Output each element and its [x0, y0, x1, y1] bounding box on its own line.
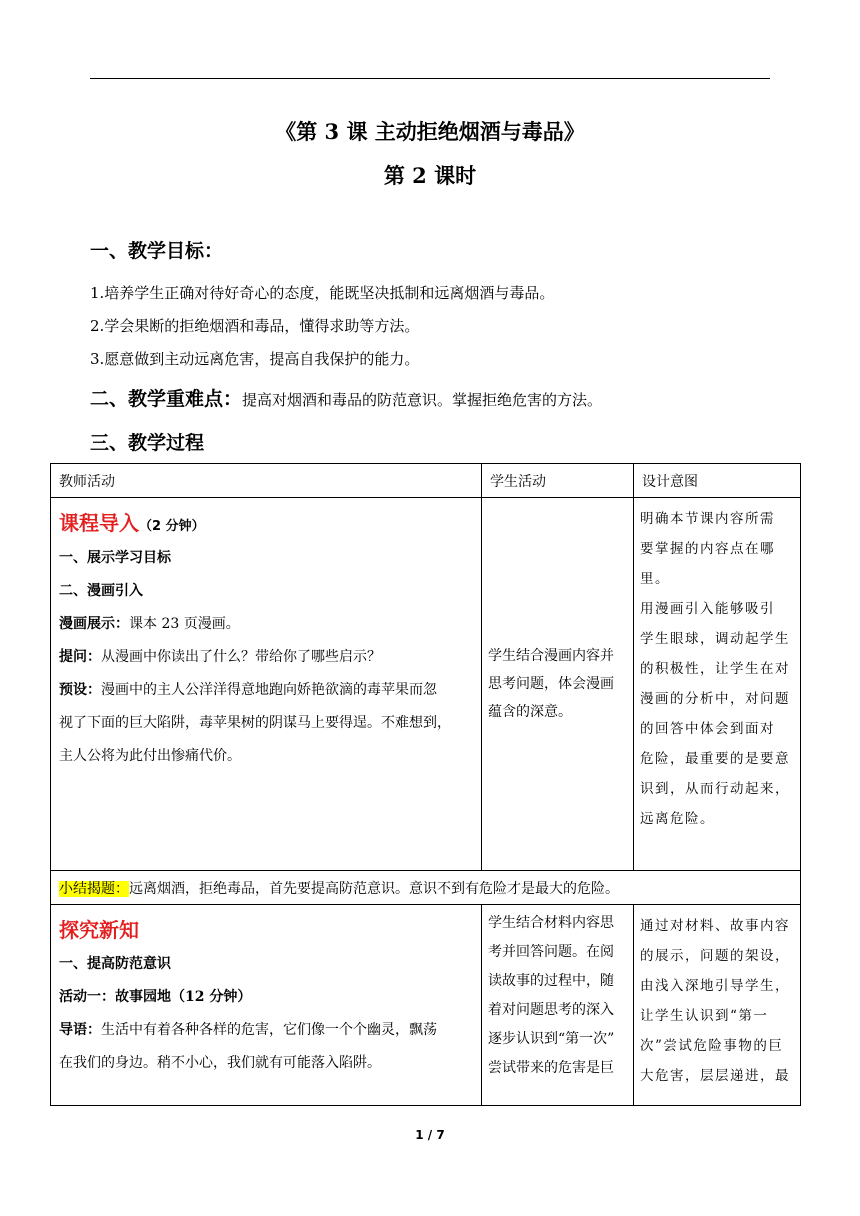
explore-title: 探究新知 [59, 918, 139, 942]
intro-title: 课程导入 [59, 511, 139, 535]
show-label: 漫画展示： [59, 616, 129, 632]
header-design: 设计意图 [634, 464, 801, 498]
process-table [50, 463, 801, 1106]
goal-2: 2.学会果断的拒绝烟酒和毒品，懂得求助等方法。 [90, 317, 420, 335]
header-student: 学生活动 [482, 464, 634, 498]
explore-item-1: 一、提高防范意识 [59, 956, 171, 972]
ask-label: 提问： [59, 649, 101, 665]
summary-text: 远离烟酒，拒绝毒品，首先要提高防范意识。意识不到有危险才是最大的危险。 [129, 880, 619, 897]
document-subtitle: 第 2 课时 [383, 163, 477, 188]
process-heading: 三、教学过程 [90, 432, 205, 454]
intro-item-2: 二、漫画引入 [59, 583, 143, 599]
ask-text: 从漫画中你读出了什么？带给你了哪些启示？ [101, 649, 381, 665]
goal-1: 1.培养学生正确对待好奇心的态度，能既坚决抵制和远离烟酒与毒品。 [90, 284, 555, 302]
document-title: 《第 3 课 主动拒绝烟酒与毒品》 [275, 119, 585, 144]
design-intent-2: 通过对材料、故事内容 的展示，问题的架设， 由浅入深地引导学生， 让学生认识到“第一 次”尝试危险事物的巨 大危害，层层递进，最 [640, 918, 790, 1084]
header-rule [90, 78, 770, 79]
key-heading: 二、教学重难点： [90, 388, 243, 410]
guide-label: 导语： [59, 1022, 101, 1038]
table-row [51, 498, 801, 871]
goal-3: 3.愿意做到主动远离危害，提高自我保护的能力。 [90, 350, 420, 368]
show-text: 课本 23 页漫画。 [129, 616, 240, 632]
preset-line-3: 主人公将为此付出惨痛代价。 [59, 748, 241, 764]
goals-heading: 一、教学目标： [90, 240, 224, 262]
intro-item-1: 一、展示学习目标 [59, 550, 171, 566]
preset-line-2: 视了下面的巨大陷阱，毒苹果树的阴谋马上要得逞。不难想到， [59, 715, 451, 731]
summary-row [51, 871, 801, 905]
guide-line-1: 生活中有着各种各样的危害，它们像一个个幽灵，飘荡 [101, 1022, 437, 1038]
key-text: 提高对烟酒和毒品的防范意识。掌握拒绝危害的方法。 [242, 391, 603, 409]
intro-duration: （2 分钟） [139, 519, 205, 534]
design-intent-1: 明确本节课内容所需 要掌握的内容点在哪 里。 用漫画引入能够吸引 学生眼球，调动起学生 的积极性，让学生在对 漫画的分析中，对问题 的回答中体会到面对 危险，最重要的是要意 识到，从而行动起来， 远离危险。 [640, 511, 790, 827]
key-points [90, 384, 602, 411]
guide-line-2: 在我们的身边。稍不小心，我们就有可能落入陷阱。 [59, 1055, 381, 1071]
preset-label: 预设： [59, 682, 101, 698]
activity-title: 活动一：故事园地（12 分钟） [59, 989, 252, 1005]
student-activity-1: 学生结合漫画内容并 思考问题，体会漫画 蕴含的深意。 [488, 648, 614, 720]
student-activity-2: 学生结合材料内容思 考并回答问题。在阅 读故事的过程中，随 着对问题思考的深入 逐步认识到“第一次” 尝试带来的危害是巨 [488, 915, 615, 1076]
header-teacher: 教师活动 [51, 464, 482, 498]
summary-label: 小结揭题： [59, 880, 129, 897]
page-number: 1 / 7 [415, 1128, 445, 1142]
preset-line-1: 漫画中的主人公洋洋得意地跑向娇艳欲滴的毒苹果而忽 [101, 682, 437, 698]
table-row [51, 905, 801, 1106]
table-header-row [51, 464, 801, 498]
